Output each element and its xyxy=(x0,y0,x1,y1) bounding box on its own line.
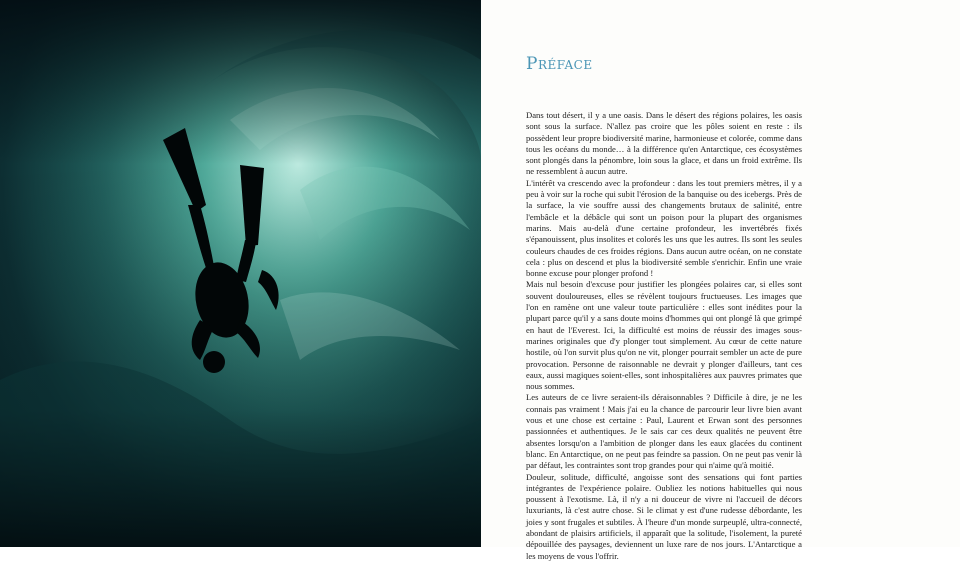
paragraph: Dans tout désert, il y a une oasis. Dans le désert des régions polaires, les oasis sont sous la surface. N'allez pas croire que les pôles soient en reste : ils possèdent leur propre biodiversité marine, harmonieuse et colorée, comme dans tous les océans du monde… à la différence qu'en Antarctique, ces écosystèmes sont plongés dans la pénombre, loin sous la glace, et dans un froid extrême. Ils ne ressemblent à aucun autre. xyxy=(526,110,802,177)
paragraph: L'intérêt va crescendo avec la profondeur : dans les tout premiers mètres, il y a peu à voir sur la roche qui subit l'érosion de la banquise ou des icebergs. Près de la surface, la vie souffre aussi des changements brutaux de salinité, entre l'embâcle et la débâcle qui sont un poison pour la plupart des organismes marins. Mais au-delà d'une certaine profondeur, les invertébrés fixés s'épanouissent, plus insolites et colorés les uns que les autres. Ils sont les seules couleurs chaudes de ces froides régions. Dans aucun autre océan, on ne constate cela : plus on descend et plus la biodiversité semble s'enrichir. Enfin une vraie bonne excuse pour plonger profond ! xyxy=(526,177,802,279)
paragraph: Douleur, solitude, difficulté, angoisse sont des sensations qui font parties intégrantes de l'expérience polaire. Oubliez les notions habituelles qui nous poussent à l'exotisme. Là, il n'y a ni douceur de vivre ni l'accueil de décors luxuriants, là c'est autre chose. Si le climat y est d'une rudesse débordante, les joies y sont frugales et subtiles. À l'heure d'un monde surpeuplé, ultra-connecté, abondant de plaisirs artificiels, il apparaît que la solitude, l'isolement, la pureté dépouillée des paysages, deviennent un luxe rare de nos jours. L'Antarctique a les moyens de vous l'offrir. xyxy=(526,471,802,561)
paragraph: Mais nul besoin d'excuse pour justifier les plongées polaires car, si elles sont souvent douloureuses, elles se révèlent toujours fructueuses. Les images que l'on en ramène ont une valeur toute particulière : elles sont inédites pour la plupart parce qu'il y a sans doute moins d'hommes qui ont plongé là que grimpé en haut de l'Everest. Ici, la difficulté est moins de réussir des images sous-marines originales que d'y plonger tout simplement. Au cœur de cette nature hostile, où l'on survit plus qu'on ne vit, plonger pourrait sembler un acte de pure provocation. Personne de raisonnable ne devrait y plonger d'ailleurs, tant ces eaux, aussi magiques soient-elles, sont inhospitalières aux pauvres primates que nous sommes. xyxy=(526,279,802,392)
page-title: Préface xyxy=(526,54,593,74)
cover-photo xyxy=(0,0,481,547)
paragraph: Les auteurs de ce livre seraient-ils déraisonnables ? Difficile à dire, je ne les connais pas vraiment ! Mais j'ai eu la chance de parcourir leur livre bien avant vous et une chose est certaine : Paul, Laurent et Erwan sont des personnes passionnées et authentiques. Je le sais car ces deux qualités ne peuvent être absentes lorsqu'on a l'ambition de plonger dans les eaux glacées du continent blanc. En Antarctique, on ne peut pas feindre sa passion. On ne peut pas venir là par défaut, les contraintes sont trop grandes pour qui n'aime qu'à moitié. xyxy=(526,392,802,471)
preface-page xyxy=(481,0,960,561)
preface-body xyxy=(526,110,802,562)
diver-photo-illustration xyxy=(0,0,481,547)
